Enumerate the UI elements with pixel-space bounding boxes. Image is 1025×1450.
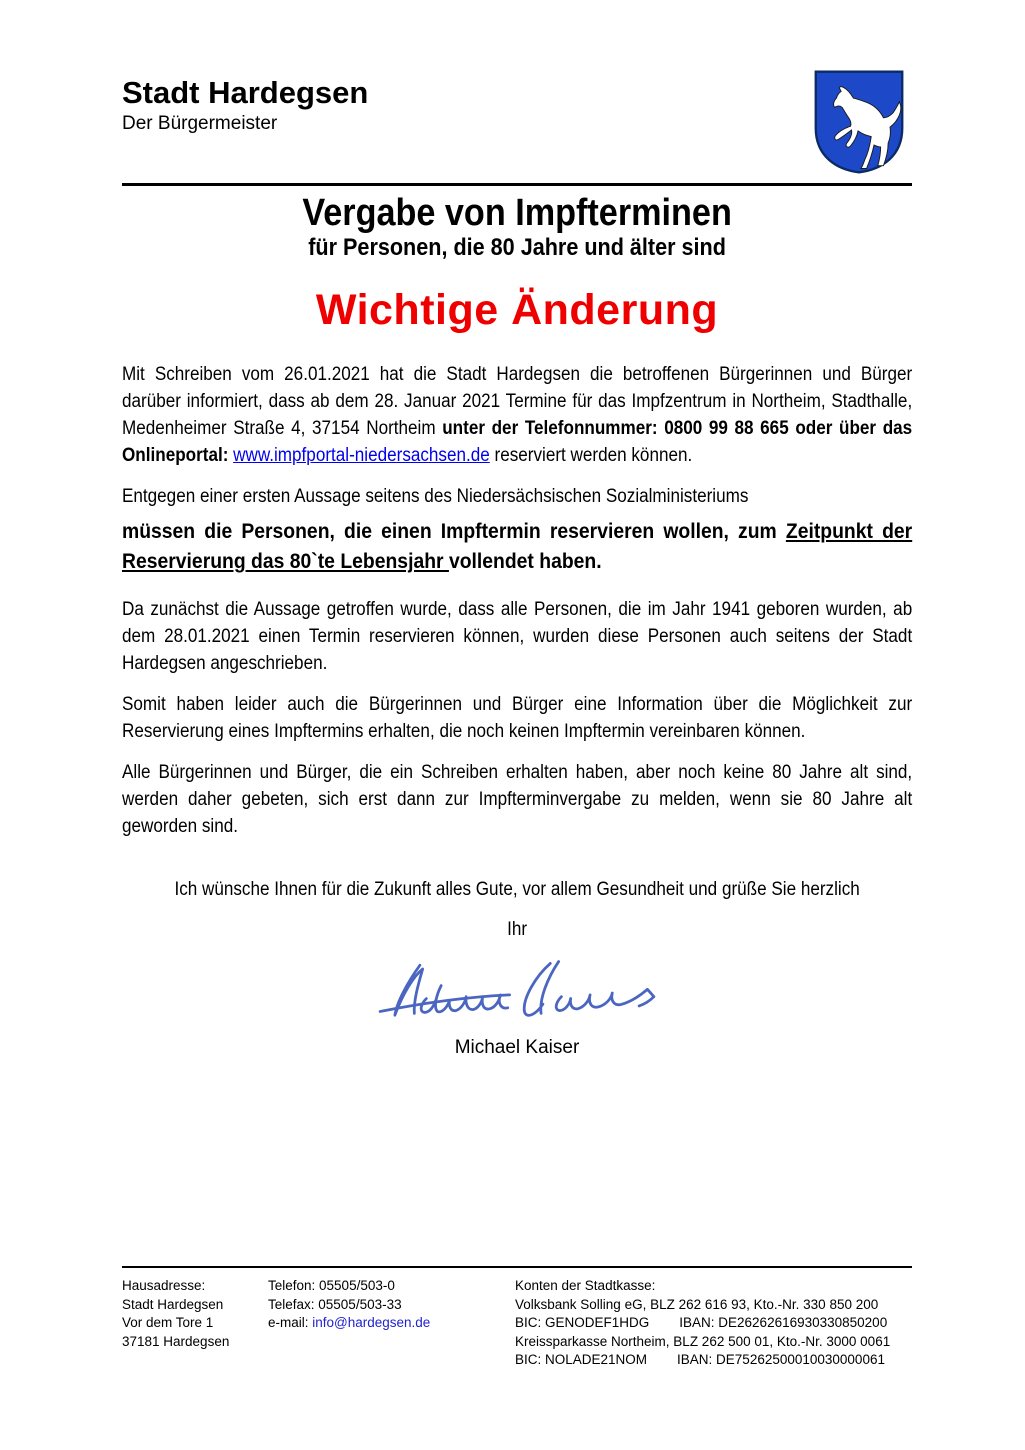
letter-body — [122, 361, 912, 943]
alert-heading: Wichtige Änderung — [315, 286, 719, 334]
closing-salutation: Ihr — [507, 919, 528, 940]
letter-footer — [122, 1266, 912, 1370]
letter-header — [122, 76, 912, 135]
underlined-phrase: Zeitpunkt der Reservierung das 80`te Lebensjahr — [122, 519, 913, 573]
coat-of-arms-icon — [812, 66, 906, 178]
signer-typed-name: Michael Kaiser — [454, 1037, 580, 1058]
email-link[interactable]: info@hardegsen.de — [312, 1315, 431, 1330]
document-subtitle: für Personen, die 80 Jahre und älter sind — [308, 234, 726, 261]
bank-line: BIC: GENODEF1HDG IBAN: DE26262616930330850200 — [515, 1315, 888, 1330]
footer-contact — [268, 1277, 515, 1370]
paragraph-1941: Da zunächst die Aussage getroffen wurde, dass alle Personen, die im Jahr 1941 geboren wurden, ab dem 28.01.2021 einen Termin reservieren können, wurden diese Personen auch seitens der Stadt Hardegsen angeschrieben. — [122, 599, 913, 674]
address-label: Hausadresse: — [122, 1278, 206, 1293]
header-divider — [122, 183, 912, 186]
paragraph-text: reserviert werden können. — [489, 445, 693, 466]
impfportal-link[interactable]: www.impfportal-niedersachsen.de — [233, 445, 490, 466]
paragraph-intro-statement: Entgegen einer ersten Aussage seitens des Niedersächsischen Sozialministeriums — [122, 486, 749, 507]
emphasis-text: müssen die Personen, die einen Impftermin reservieren wollen, zum — [122, 519, 786, 543]
footer-bank-accounts — [515, 1277, 912, 1370]
footer-address — [122, 1277, 268, 1370]
phone-and-portal-bold: unter der Telefonnummer: 0800 99 88 665 oder über das Onlineportal: — [122, 418, 913, 466]
paragraph-text: Mit Schreiben vom 26.01.2021 hat die Stadt Hardegsen die betroffenen Bürgerinnen und Bürger darüber informiert, dass ab dem 28. Januar 2021 Termine für das Impfzentrum in Northeim, Stadthalle, Medenheimer Straße 4, 37154 Northeim — [122, 364, 913, 439]
bank-label: Konten der Stadtkasse: — [515, 1278, 656, 1293]
paragraph-announcement — [122, 361, 912, 469]
sender-department: Der Bürgermeister — [122, 113, 278, 134]
closing-wish: Ich wünsche Ihnen für die Zukunft alles Gute, vor allem Gesundheit und grüße Sie herzlich — [174, 879, 860, 900]
paragraph-request: Alle Bürgerinnen und Bürger, die ein Schreiben erhalten haben, aber noch keine 80 Jahre alt sind, werden daher gebeten, sich erst dann zur Impfterminvergabe zu melden, wenn sie 80 Jahre alt geworden sind. — [122, 762, 913, 837]
paragraph-information: Somit haben leider auch die Bürgerinnen und Bürger eine Information über die Möglichkeit zur Reservierung eines Impftermins erhalten, die noch keinen Impftermin vereinbaren können. — [122, 694, 913, 742]
document-title: Vergabe von Impfterminen — [302, 192, 732, 234]
emphasis-text: vollendet haben. — [448, 549, 602, 573]
signature-icon — [367, 956, 667, 1030]
signature-block — [122, 956, 912, 1035]
sender-name: Stadt Hardegsen — [122, 75, 369, 110]
address-line: Vor dem Tore 1 — [122, 1315, 214, 1330]
title-block — [122, 193, 912, 261]
address-line: Stadt Hardegsen — [122, 1296, 224, 1312]
bank-line: Volksbank Solling eG, BLZ 262 616 93, Kto.-Nr. 330 850 200 — [515, 1296, 879, 1312]
phone-line: Telefon: 05505/503-0 — [268, 1278, 395, 1293]
paragraph-emphasis — [122, 516, 912, 576]
email-label: e-mail: — [268, 1315, 313, 1330]
bank-line: Kreissparkasse Northeim, BLZ 262 500 01, Kto.-Nr. 3000 0061 — [515, 1333, 891, 1349]
email-line — [268, 1314, 515, 1333]
bank-line: BIC: NOLADE21NOM IBAN: DE75262500010030000061 — [515, 1352, 885, 1367]
address-line: 37181 Hardegsen — [122, 1333, 230, 1349]
fax-line: Telefax: 05505/503-33 — [268, 1296, 402, 1312]
